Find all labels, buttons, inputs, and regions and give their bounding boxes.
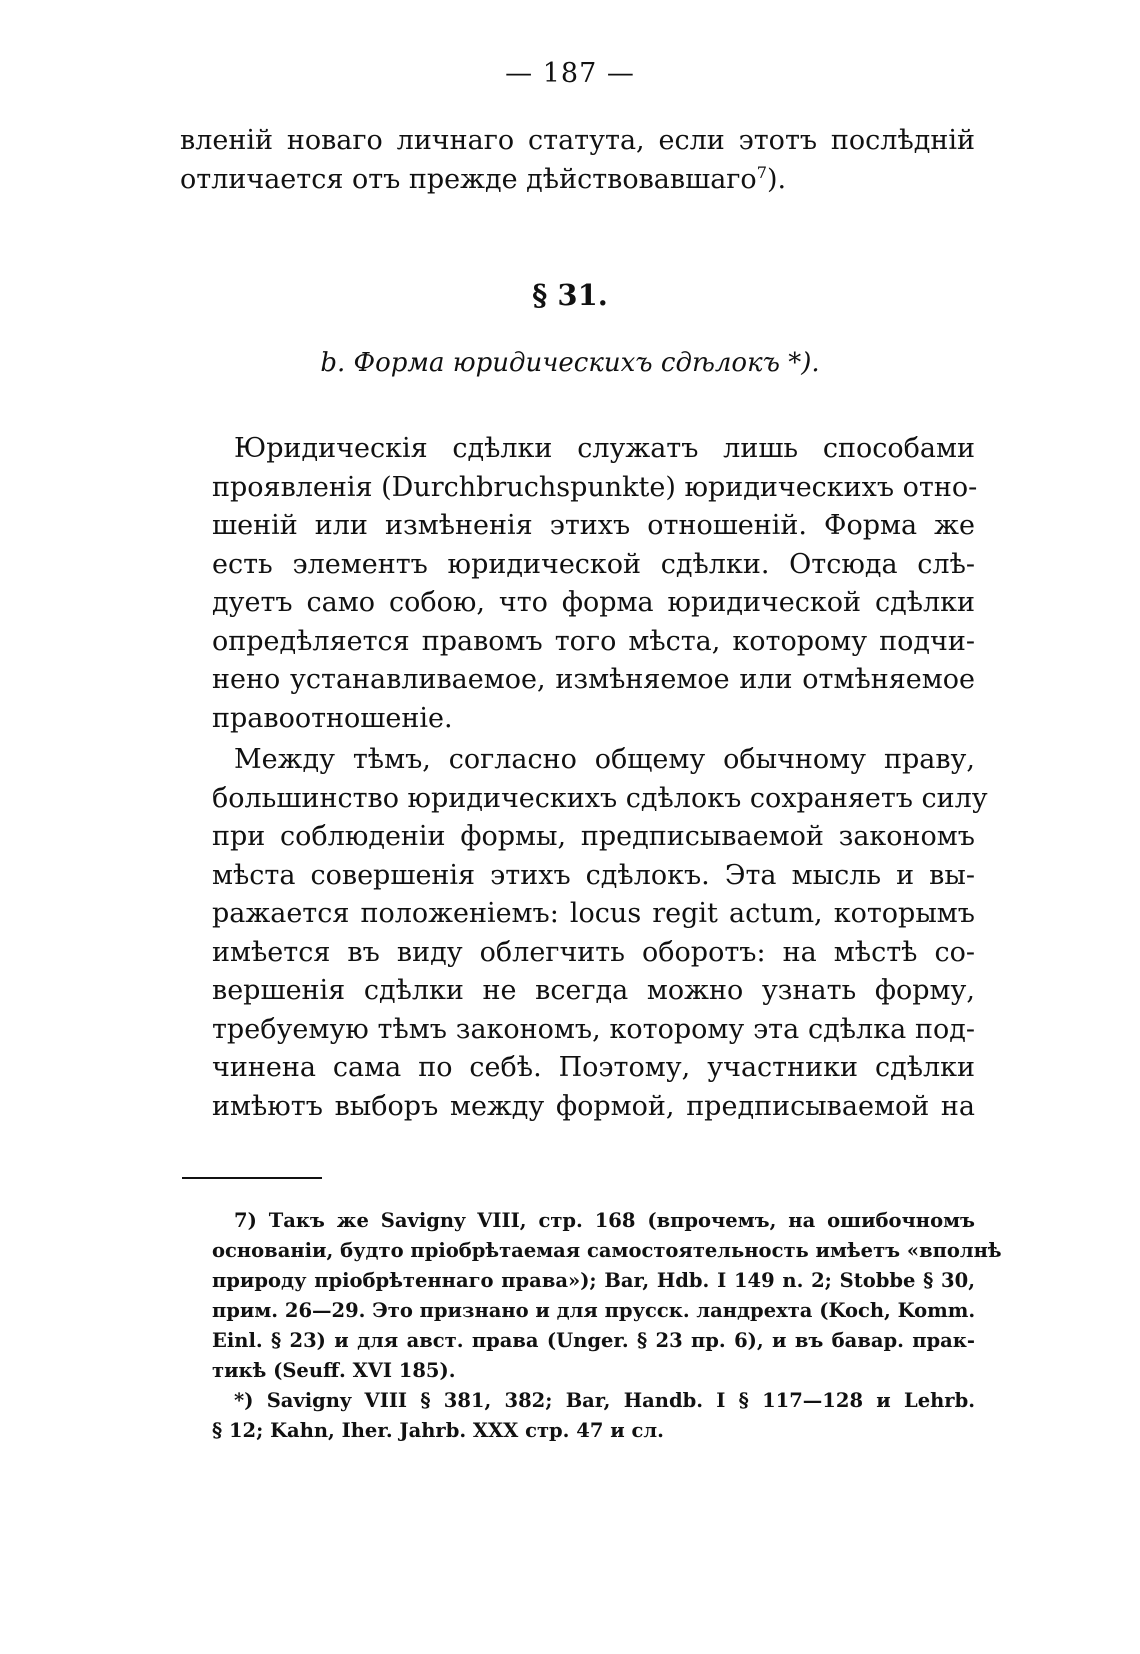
text-line: Между тѣмъ, согласно общему обычному праву,: [234, 744, 975, 775]
text-line: при соблюденіи формы, предписываемой закономъ: [212, 821, 975, 852]
paragraph: [180, 430, 978, 738]
text-line: имѣется въ виду облегчить оборотъ: на мѣстѣ со-: [212, 936, 975, 968]
footnote-mark: *): [234, 1389, 254, 1412]
footnote-divider: [182, 1177, 322, 1179]
footnote-line: [180, 1386, 975, 1416]
section-title: § 31.: [532, 278, 608, 312]
text-line: есть элементъ юридической сдѣлки. Отсюда слѣ-: [212, 548, 975, 580]
footnote-line: тикѣ (Seuff. XVI 185).: [212, 1359, 456, 1382]
text-line: дуетъ само собою, что форма юридической сдѣлки: [212, 587, 975, 618]
footnote-text: Такъ же Savigny VIII, стр. 168 (впрочемъ, на ошибочномъ: [268, 1209, 975, 1232]
paragraph: [180, 741, 988, 1126]
text-line: нено устанавливаемое, измѣняемое или отмѣняемое: [212, 664, 975, 695]
text-line: опредѣляется правомъ того мѣста, которому подчи-: [212, 625, 975, 657]
footnote-ref: 7: [756, 162, 768, 182]
footnote-line: Einl. § 23) и для авст. права (Unger. § 23 пр. 6), и въ бавар. прак-: [212, 1329, 975, 1352]
text-line: чинена сама по себѣ. Поэтому, участники сдѣлки: [212, 1052, 975, 1083]
text-line: Юридическія сдѣлки служатъ лишь способами: [234, 433, 975, 464]
footnote-mark: 7): [234, 1209, 257, 1232]
text-line: шеній или измѣненія этихъ отношеній. Форма же: [212, 510, 975, 541]
text-line: мѣста совершенія этихъ сдѣлокъ. Эта мысль и вы-: [212, 859, 975, 891]
footnote-7: [180, 1206, 1002, 1386]
text-line: большинство юридическихъ сдѣлокъ сохраняетъ силу: [212, 782, 988, 814]
text-line: вершенія сдѣлки не всегда можно узнать форму,: [212, 975, 975, 1006]
text-line: ражается положеніемъ: locus regit actum, которымъ: [212, 898, 975, 929]
footnote-line: природу пріобрѣтеннаго права»); Bar, Hdb. I 149 n. 2; Stobbe § 30,: [212, 1269, 975, 1292]
body-text: [180, 430, 988, 1129]
footnote-line: прим. 26—29. Это признано и для прусск. ландрехта (Koch, Komm.: [212, 1299, 976, 1322]
footnote-line: [180, 1206, 975, 1236]
text-line: вленій новаго личнаго статута, если этотъ послѣдній: [180, 125, 975, 156]
footnotes: [180, 1206, 1002, 1446]
text-line: проявленія (Durchbruchspunkte) юридическихъ отно-: [212, 471, 978, 503]
text-fragment: отличается отъ прежде дѣйствовавшаго: [180, 163, 757, 195]
footnote-star: [180, 1386, 975, 1446]
section-subtitle: b. Форма юридическихъ сдѣлокъ *).: [320, 348, 820, 378]
text-fragment: ).: [767, 163, 787, 195]
footnote-line: § 12; Kahn, Iher. Jahrb. XXX стр. 47 и сл.: [212, 1419, 664, 1442]
text-line: имѣютъ выборъ между формой, предписываемой на: [212, 1090, 975, 1122]
text-line: требуемую тѣмъ закономъ, которому эта сдѣлка под-: [212, 1013, 975, 1045]
text-line: [180, 161, 975, 200]
continuation-text: [180, 122, 975, 199]
footnote-text: Savigny VIII § 381, 382; Bar, Handb. I § 117—128 и Lehrb.: [266, 1389, 975, 1412]
footnote-line: основаніи, будто пріобрѣтаемая самостоятельность имѣетъ «вполнѣ: [212, 1239, 1002, 1262]
text-line: правоотношеніе.: [212, 702, 453, 734]
page-number: — 187 —: [505, 58, 635, 89]
